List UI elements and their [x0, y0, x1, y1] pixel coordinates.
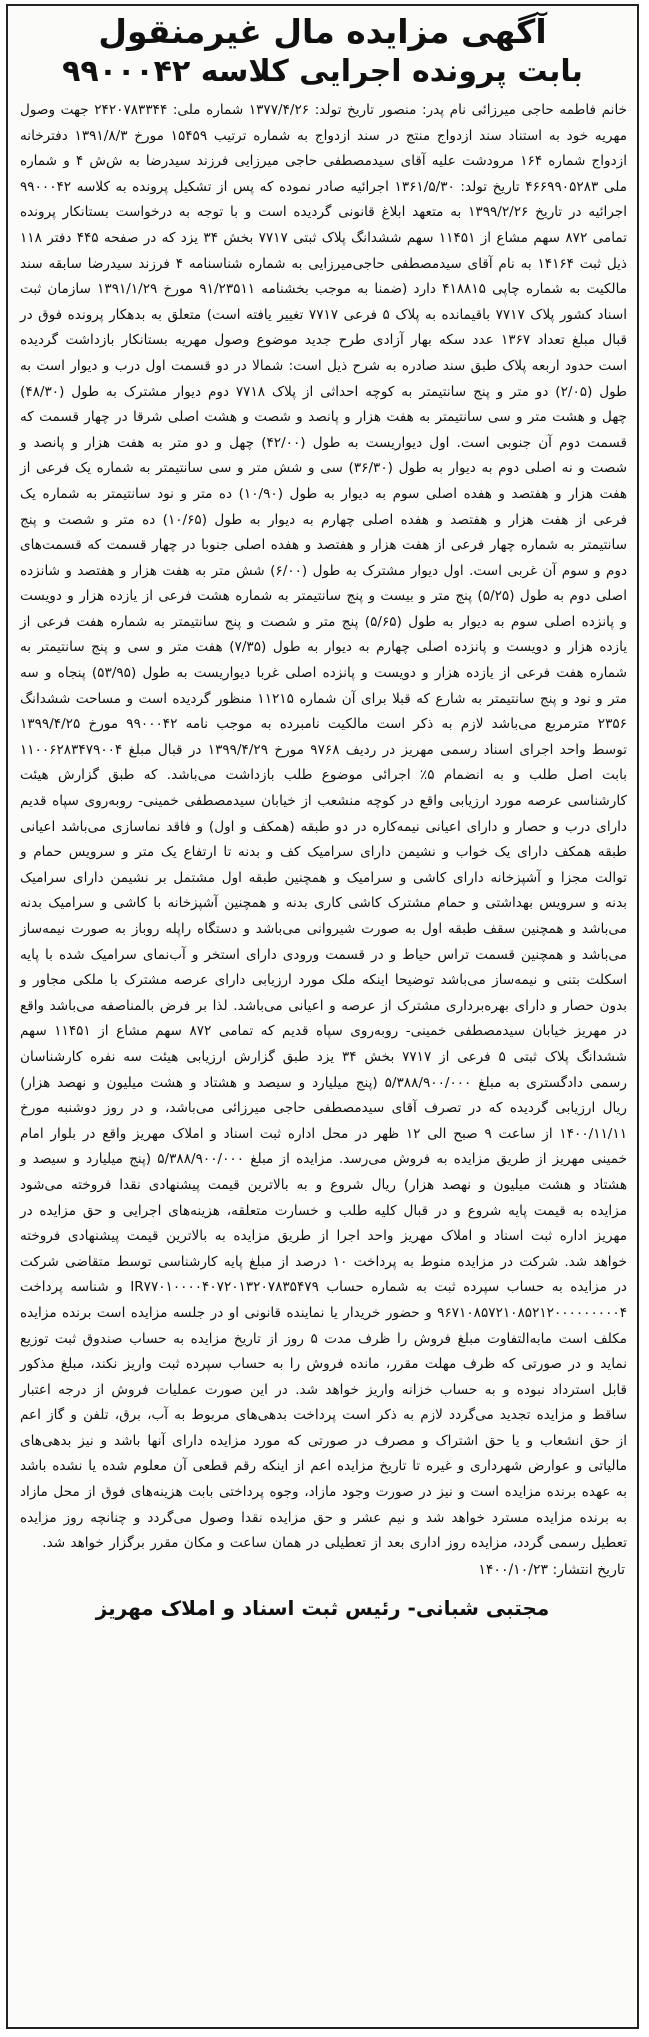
- notice-body: خانم فاطمه حاجی میرزائی نام پدر: منصور تاریخ تولد: ۱۳۷۷/۴/۲۶ شماره ملی: ۲۴۲۰۷۸۳۳۴۴ جهت وصول مهریه خود به استناد سند ازدواج منتج در سند ازدواج به شماره ترتیب ۱۵۴۵۹ مورخ ۱۳۹۱/۸/۳ دفترخانه ازدواج شماره ۱۶۴ مرودشت علیه آقای سیدمصطفی حاجی میرزایی فرزند سیدرضا به ش‌ش ۴ و شماره ملی ۴۶۶۹۹۰۵۲۸۳ تاریخ تولد: ۱۳۶۱/۵/۳۰ اجرائیه صادر نموده که پس از تشکیل پرونده به کلاسه ۹۹۰۰۰۴۲ اجرائیه در تاریخ ۱۳۹۹/۲/۲۶ به متعهد ابلاغ قانونی گردیده است و با توجه به درخواست بستانکار پرونده تمامی ۸۷۲ سهم مشاع از ۱۱۴۵۱ سهم ششدانگ پلاک ثبتی ۷۷۱۷ بخش ۳۴ یزد که در صفحه ۴۴۵ دفتر ۱۱۸ ذیل ثبت ۱۴۱۶۴ به نام آقای سیدمصطفی حاجی‌میرزایی به شماره شناسنامه ۴ فرزند سیدرضا سابقه سند مالکیت به شماره چاپی ۴۱۸۸۱۵ دارد (ضمنا به موجب بخشنامه ۹۱/۲۳۵۱۱ مورخ ۱۳۹۱/۱/۲۹ سازمان ثبت اسناد کشور پلاک ۷۷۱۷ باقیمانده به پلاک ۵ فرعی ۷۷۱۷ تغییر یافته است) متعلق به بدهکار پرونده فوق در قبال مبلغ تعداد ۱۳۶۷ عدد سکه بهار آزادی طرح جدید موضوع وصول مهریه بستانکار بازداشت گردیده است حدود اربعه پلاک طبق سند صادره به شرح ذیل است: شمالا در دو قسمت اول درب و دیوار است به طول (۲/۰۵) دو متر و پنج سانتیمتر به کوچه احداثی از پلاک ۷۷۱۸ دوم دیوار مشترک به طول (۴۸/۳۰) چهل و هشت متر و سی سانتیمتر به هفت هزار و پانصد و شصت و هشت اصلی شرقا در چهار قسمت که قسمت دوم آن جنوبی است. اول دیواریست به طول (۴۲/۰۰) چهل و دو متر به هفت هزار و پانصد و شصت و نه اصلی دوم به دیوار به طول (۳۶/۳۰) سی و شش متر و سی سانتیمتر به شماره یک فرعی از هفت هزار و هفتصد و هفده اصلی سوم به دیوار به طول (۱۰/۹۰) ده متر و نود سانتیمتر به شماره یک فرعی از هفت هزار و هفتصد و هفده اصلی چهارم به دیوار به طول (۱۰/۶۵) ده متر و شصت و پنج سانتیمتر به شماره چهار فرعی از هفت هزار و هفتصد و هفده اصلی جنوبا در چهار قسمت که قسمت‌های دوم و سوم آن غربی است. اول دیوار مشترک به طول (۶/۰۰) شش متر به هفت هزار و هفتصد و شانزده اصلی دوم به طول (۵/۲۵) پنج متر و بیست و پنج سانتیمتر به شماره هشت فرعی از یازده هزار و دویست و پانزده اصلی سوم به دیوار به طول (۵/۶۵) پنج متر و شصت و پنج سانتیمتر به شماره هفت فرعی از یازده هزار و دویست و پانزده اصلی چهارم به دیوار به طول (۷/۳۵) هفت متر و سی و پنج سانتیمتر به شماره هفت فرعی از یازده هزار و دویست و پانزده اصلی غربا دیواریست به طول (۵۳/۹۵) پنجاه و سه متر و نود و پنج سانتیمتر به شارع که قبلا برای آن شماره ۱۱۲۱۵ منظور گردیده است و مساحت ششدانگ ۲۳۵۶ مترمربع می‌باشد لازم به ذکر است مالکیت نامبرده به موجب نامه ۹۹۰۰۰۴۲ مورخ ۱۳۹۹/۴/۲۵ توسط واحد اجرای اسناد رسمی مهریز در ردیف ۹۷۶۸ مورخ ۱۳۹۹/۴/۲۹ در قبال مبلغ ۱۱۰۰۶۲۸۳۴۷۹۰۰۴ بابت اصل طلب و به انضمام ۵٪ اجرائی موضوع طلب بازداشت می‌باشد. که طبق گزارش هیئت کارشناسی عرصه مورد ارزیابی واقع در کوچه منشعب از خیابان سیدمصطفی خمینی- روبه‌روی سپاه قدیم دارای درب و حصار و دارای اعیانی نیمه‌کاره در دو طبقه (همکف و اول) و فاقد نماسازی می‌باشد اعیانی طبقه همکف دارای یک خواب و نشیمن دارای سرامیک کف و بدنه تا ارتفاع یک متر و سرویس حمام و توالت مجزا و آشپزخانه دارای کاشی و سرامیک و همچنین طبقه اول مشتمل بر نشیمن دارای سرامیک بدنه و سرویس بهداشتی و حمام مشترک کاشی کاری بدنه و همچنین آشپزخانه با کاشی و سرامیک بدنه می‌باشد و همچنین سقف طبقه اول به صورت شیروانی می‌باشد و دستگاه راپله روباز به صورت نیمه‌ساز می‌باشد و همچنین قسمت تراس حیاط و در قسمت ورودی دارای استخر و آب‌نمای سرامیک شده با پایه اسکلت بتنی و نیمه‌ساز می‌باشد توضیحا اینکه ملک مورد ارزیابی دارای عرصه مشترک با ملکی مجاور و بدون حصار و دارای بهره‌برداری مشترک از عرصه و اعیانی می‌باشد. لذا بر فرض بالمناصفه می‌باشد واقع در مهریز خیابان سیدمصطفی خمینی- روبه‌روی سپاه قدیم که تمامی ۸۷۲ سهم مشاع از ۱۱۴۵۱ سهم ششدانگ پلاک ثبتی ۵ فرعی از ۷۷۱۷ بخش ۳۴ یزد طبق گزارش ارزیابی هیئت سه نفره کارشناسان رسمی دادگستری به مبلغ ۵/۳۸۸/۹۰۰/۰۰۰ (پنج میلیارد و سیصد و هشتاد و هشت میلیون و نهصد هزار) ریال ارزیابی گردیده که در تصرف آقای سیدمصطفی حاجی میرزائی می‌باشد، و در روز دوشنبه مورخ ۱۴۰۰/۱۱/۱۱ از ساعت ۹ صبح الی ۱۲ ظهر در محل اداره ثبت اسناد و املاک مهریز واقع در بلوار امام خمینی مهریز از طریق مزایده به فروش می‌رسد. مزایده از مبلغ ۵/۳۸۸/۹۰۰/۰۰۰ (پنج میلیارد و سیصد و هشتاد و هشت میلیون و نهصد هزار) ریال شروع و به بالاترین قیمت پیشنهادی نقدا فروخته می‌شود مزایده به قیمت پایه شروع و در قبال کلیه طلب و خسارت متعلقه، هزینه‌های اجرایی و حق مزایده در مهریز اداره ثبت اسناد و املاک مهریز واحد اجرا از طریق مزایده به بالاترین قیمت پیشنهادی فروخته خواهد شد. شرکت در مزایده منوط به پرداخت ۱۰ درصد از مبلغ پایه کارشناسی توسط متقاضی شرکت در مزایده به حساب سپرده ثبت به شماره حساب IR۷۷۰۱۰۰۰۰۴۰۷۲۰۱۳۲۰۷۸۳۵۴۷۹ و شناسه پرداخت ۹۶۷۱۰۸۵۷۲۱۰۸۵۲۱۲۰۰۰۰۰۰۰۰۰۴ و حضور خریدار یا نماینده قانونی او در جلسه مزایده است برنده مزایده مکلف است مابه‌التفاوت مبلغ فروش را ظرف مدت ۵ روز از تاریخ مزایده به حساب صندوق ثبت توزیع نماید و در صورتی که ظرف مهلت مقرر، مانده فروش را به حساب سپرده ثبت واریز نکند، مبلغ مذکور قابل استرداد نبوده و به حساب خزانه واریز خواهد شد. در این صورت عملیات فروش از درجه اعتبار ساقط و مزایده تجدید می‌گردد لازم به ذکر است پرداخت بدهی‌های مربوط به آب، برق، تلفن و گاز اعم از حق انشعاب و یا حق اشتراک و مصرف در صورتی که مورد مزایده دارای آنها باشد و نیز بدهی‌های مالیاتی و عوارض شهرداری و غیره تا تاریخ مزایده اعم از اینکه رقم قطعی آن معلوم شده یا نشده باشد به عهده برنده مزایده است و نیز در صورت وجود مازاد، وجوه پرداختی بابت هزینه‌های فوق از محل مازاد به برنده مزایده مسترد خواهد شد و نیم عشر و حق مزایده نقدا وصول می‌گردد و چنانچه روز مزایده تعطیل رسمی گردد، مزایده روز اداری بعد از تعطیلی در همان ساعت و مکان مقرر برگزار خواهد شد.: [20, 102, 628, 1552]
- notice-subtitle: بابت پرونده اجرایی کلاسه ۹۹۰۰۰۴۲: [62, 54, 583, 89]
- publish-label: تاریخ انتشار:: [552, 1561, 625, 1578]
- publish-date: ۱۴۰۰/۱۰/۲۳: [478, 1561, 548, 1578]
- notice-frame: [6, 4, 639, 2029]
- signature: مجتبی شبانی- رئیس ثبت اسناد و املاک مهریز: [95, 1595, 550, 1620]
- publish-line: [8, 1557, 637, 1583]
- notice-title: آگهی مزایده مال غیرمنقول: [98, 12, 547, 51]
